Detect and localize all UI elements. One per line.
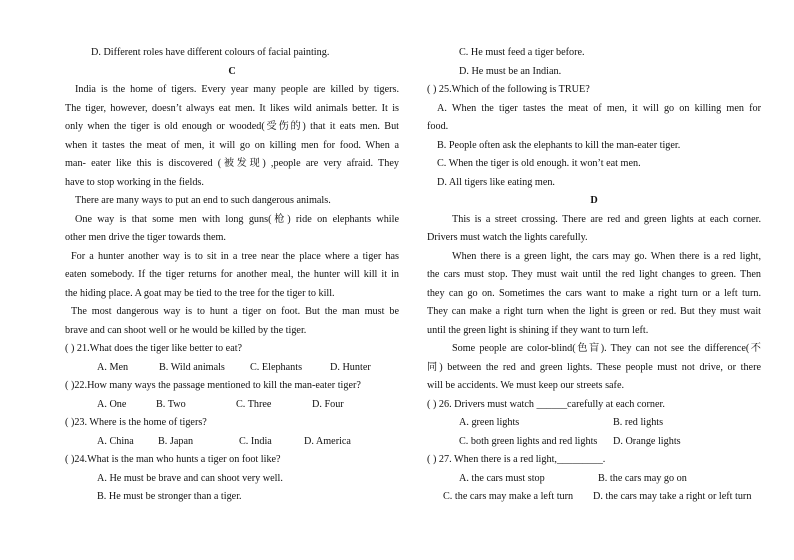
passage-d-line: the cars must stop. They must wait until the red light changes to green. Then xyxy=(427,269,761,280)
question-24-option: C. He must feed a tiger before. xyxy=(459,47,585,58)
passage-d-line: This is a street crossing. There are red and green lights at each corner. xyxy=(452,213,761,225)
question-25-option: B. People often ask the elephants to kill the man-eater tiger. xyxy=(437,139,681,151)
question-26-options xyxy=(427,433,761,452)
previous-question-option-d: D. Different roles have different colours of facial painting. xyxy=(91,47,330,58)
passage-c-line: other men drive the tiger towards them. xyxy=(65,232,226,243)
question-24-option: D. He must be an Indian. xyxy=(459,65,562,77)
option: A. the cars must stop xyxy=(459,472,545,484)
passage-d-line: When there is a green light, the cars may go. When there is a red light, xyxy=(452,250,761,262)
question-21-stem: ( ) 21.What does the tiger like better to eat? xyxy=(65,343,243,354)
passage-d-line: Drivers must watch the lights carefully. xyxy=(427,232,588,243)
passage-c-line: There are many ways to put an end to such dangerous animals. xyxy=(75,195,331,206)
passage-c-line: the hiding place. A goat may be tied to the tree for the tiger to kill. xyxy=(65,287,335,299)
option: A. Men xyxy=(97,361,129,373)
question-23-options xyxy=(65,433,399,452)
passage-c-line: For a hunter another way is to sit in a tree near the place where a tiger has xyxy=(71,250,399,262)
option: C. the cars may make a left turn xyxy=(443,491,574,502)
passage-c-line: when it tastes the meat of men, it will go on killing men for food. When a xyxy=(65,139,399,151)
option: B. Wild animals xyxy=(159,361,225,373)
passage-c-line: only when the tiger is old enough or wooded(受伤的) that it eats men. But xyxy=(65,121,399,132)
option: A. China xyxy=(97,435,134,447)
question-22-options xyxy=(65,396,399,415)
option: A. One xyxy=(97,398,127,410)
passage-c-line: India is the home of tigers. Every year many people are killed by tigers. xyxy=(75,84,399,95)
question-24-option: B. He must be stronger than a tiger. xyxy=(97,491,242,502)
question-24-stem: ( )24.What is the man who hunts a tiger on foot like? xyxy=(65,454,281,465)
question-27-options xyxy=(427,470,761,489)
option: D. America xyxy=(304,435,351,447)
passage-c-line: eaten somebody. If the tiger returns for another meal, the hunter will kill it in xyxy=(65,269,399,280)
section-c-heading: C xyxy=(228,65,236,77)
question-25-option: food. xyxy=(427,121,449,132)
passage-c-line: man- eater like this is discovered (被发现) ,people are very afraid. They xyxy=(65,158,399,169)
option: B. Two xyxy=(156,398,186,410)
option: D. Orange lights xyxy=(613,435,681,447)
option: D. the cars may take a right or left turn xyxy=(593,491,752,502)
question-26-options xyxy=(427,414,761,433)
option: B. Japan xyxy=(158,435,194,447)
question-23-stem: ( )23. Where is the home of tigers? xyxy=(65,417,207,428)
option: B. red lights xyxy=(613,417,664,428)
right-column xyxy=(427,44,761,507)
section-d-heading: D xyxy=(590,195,598,206)
option: B. the cars may go on xyxy=(598,472,687,484)
option: A. green lights xyxy=(459,417,520,428)
option: D. Four xyxy=(312,398,344,410)
question-25-stem: ( ) 25.Which of the following is TRUE? xyxy=(427,84,590,95)
option: D. Hunter xyxy=(330,361,371,373)
option: C. Elephants xyxy=(250,361,303,373)
passage-c-line: brave and can shoot well or he would be killed by the tiger. xyxy=(65,324,307,336)
option: C. both green lights and red lights xyxy=(459,435,598,447)
option: C. India xyxy=(239,435,272,447)
question-25-option: C. When the tiger is old enough. it won’t eat men. xyxy=(437,158,641,169)
passage-d-line: Some people are color-blind(色盲). They can not see the difference(不 xyxy=(452,343,761,354)
question-24-option: A. He must be brave and can shoot very well. xyxy=(97,472,283,484)
passage-d-line: They can make a right turn when the light is green or red. But they must wait xyxy=(427,306,761,317)
passage-c-line: The tiger, however, doesn’t always eat men. It likes wild animals better. It is xyxy=(65,102,399,114)
question-25-option: D. All tigers like eating men. xyxy=(437,176,555,188)
option: C. Three xyxy=(236,398,272,410)
question-21-options xyxy=(65,359,399,378)
question-22-stem: ( )22.How many ways the passage mentioned to kill the man-eater tiger? xyxy=(65,380,361,391)
left-column xyxy=(65,44,399,507)
question-25-option: A. When the tiger tastes the meat of men, it will go on killing men for xyxy=(437,102,761,114)
passage-d-line: will be accidents. We must keep our streets safe. xyxy=(427,380,625,391)
question-27-stem: ( ) 27. When there is a red light,_________. xyxy=(427,454,606,465)
question-27-options xyxy=(427,488,761,507)
passage-d-line: until the green light is shining if they want to turn left. xyxy=(427,324,649,336)
question-26-stem: ( ) 26. Drivers must watch ______carefully at each corner. xyxy=(427,398,665,410)
passage-d-line: 同) between the red and green lights. These people must not drive, or there xyxy=(427,361,761,373)
passage-d-line: they can go on. Sometimes the cars want to make a right turn or a left turn. xyxy=(427,287,761,299)
passage-c-line: have to stop working in the fields. xyxy=(65,176,204,188)
passage-c-line: One way is that some men with long guns(枪) ride on elephants while xyxy=(75,213,399,225)
passage-c-line: The most dangerous way is to hunt a tiger on foot. But the man must be xyxy=(71,306,399,317)
